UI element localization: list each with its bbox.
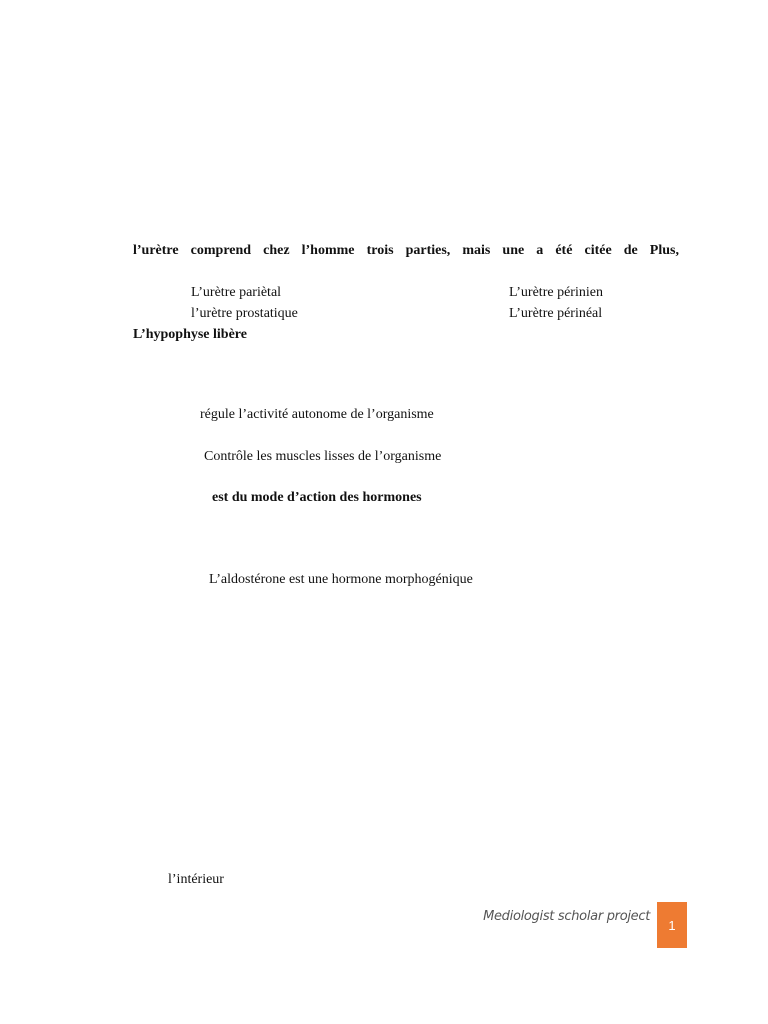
question-heading-hypophysis: L’hypophyse libère	[133, 327, 247, 342]
page-number: 1	[668, 917, 676, 933]
statement-autonomic-regulation: régule l’activité autonome de l’organisme	[200, 407, 434, 422]
option-perineal-urethra: L’urètre périnéal	[509, 306, 603, 321]
page-number-badge	[657, 902, 687, 948]
option-parietal-urethra: L’urètre pariètal	[191, 285, 282, 300]
statement-aldosterone: L’aldostérone est une hormone morphogénique	[209, 572, 473, 587]
footer-project-name: Mediologist scholar project	[483, 909, 650, 924]
statement-hormone-action-mode: est du mode d’action des hormones	[212, 490, 422, 505]
option-prostatic-urethra: l’urètre prostatique	[191, 306, 298, 321]
statement-interior: l’intérieur	[168, 872, 224, 887]
statement-smooth-muscles: Contrôle les muscles lisses de l’organisme	[204, 449, 442, 464]
option-perinien-urethra: L’urètre périnien	[509, 285, 603, 300]
question-heading-urethra: l’urètre comprend chez l’homme trois parties, mais une a été citée de Plus,	[133, 243, 679, 258]
